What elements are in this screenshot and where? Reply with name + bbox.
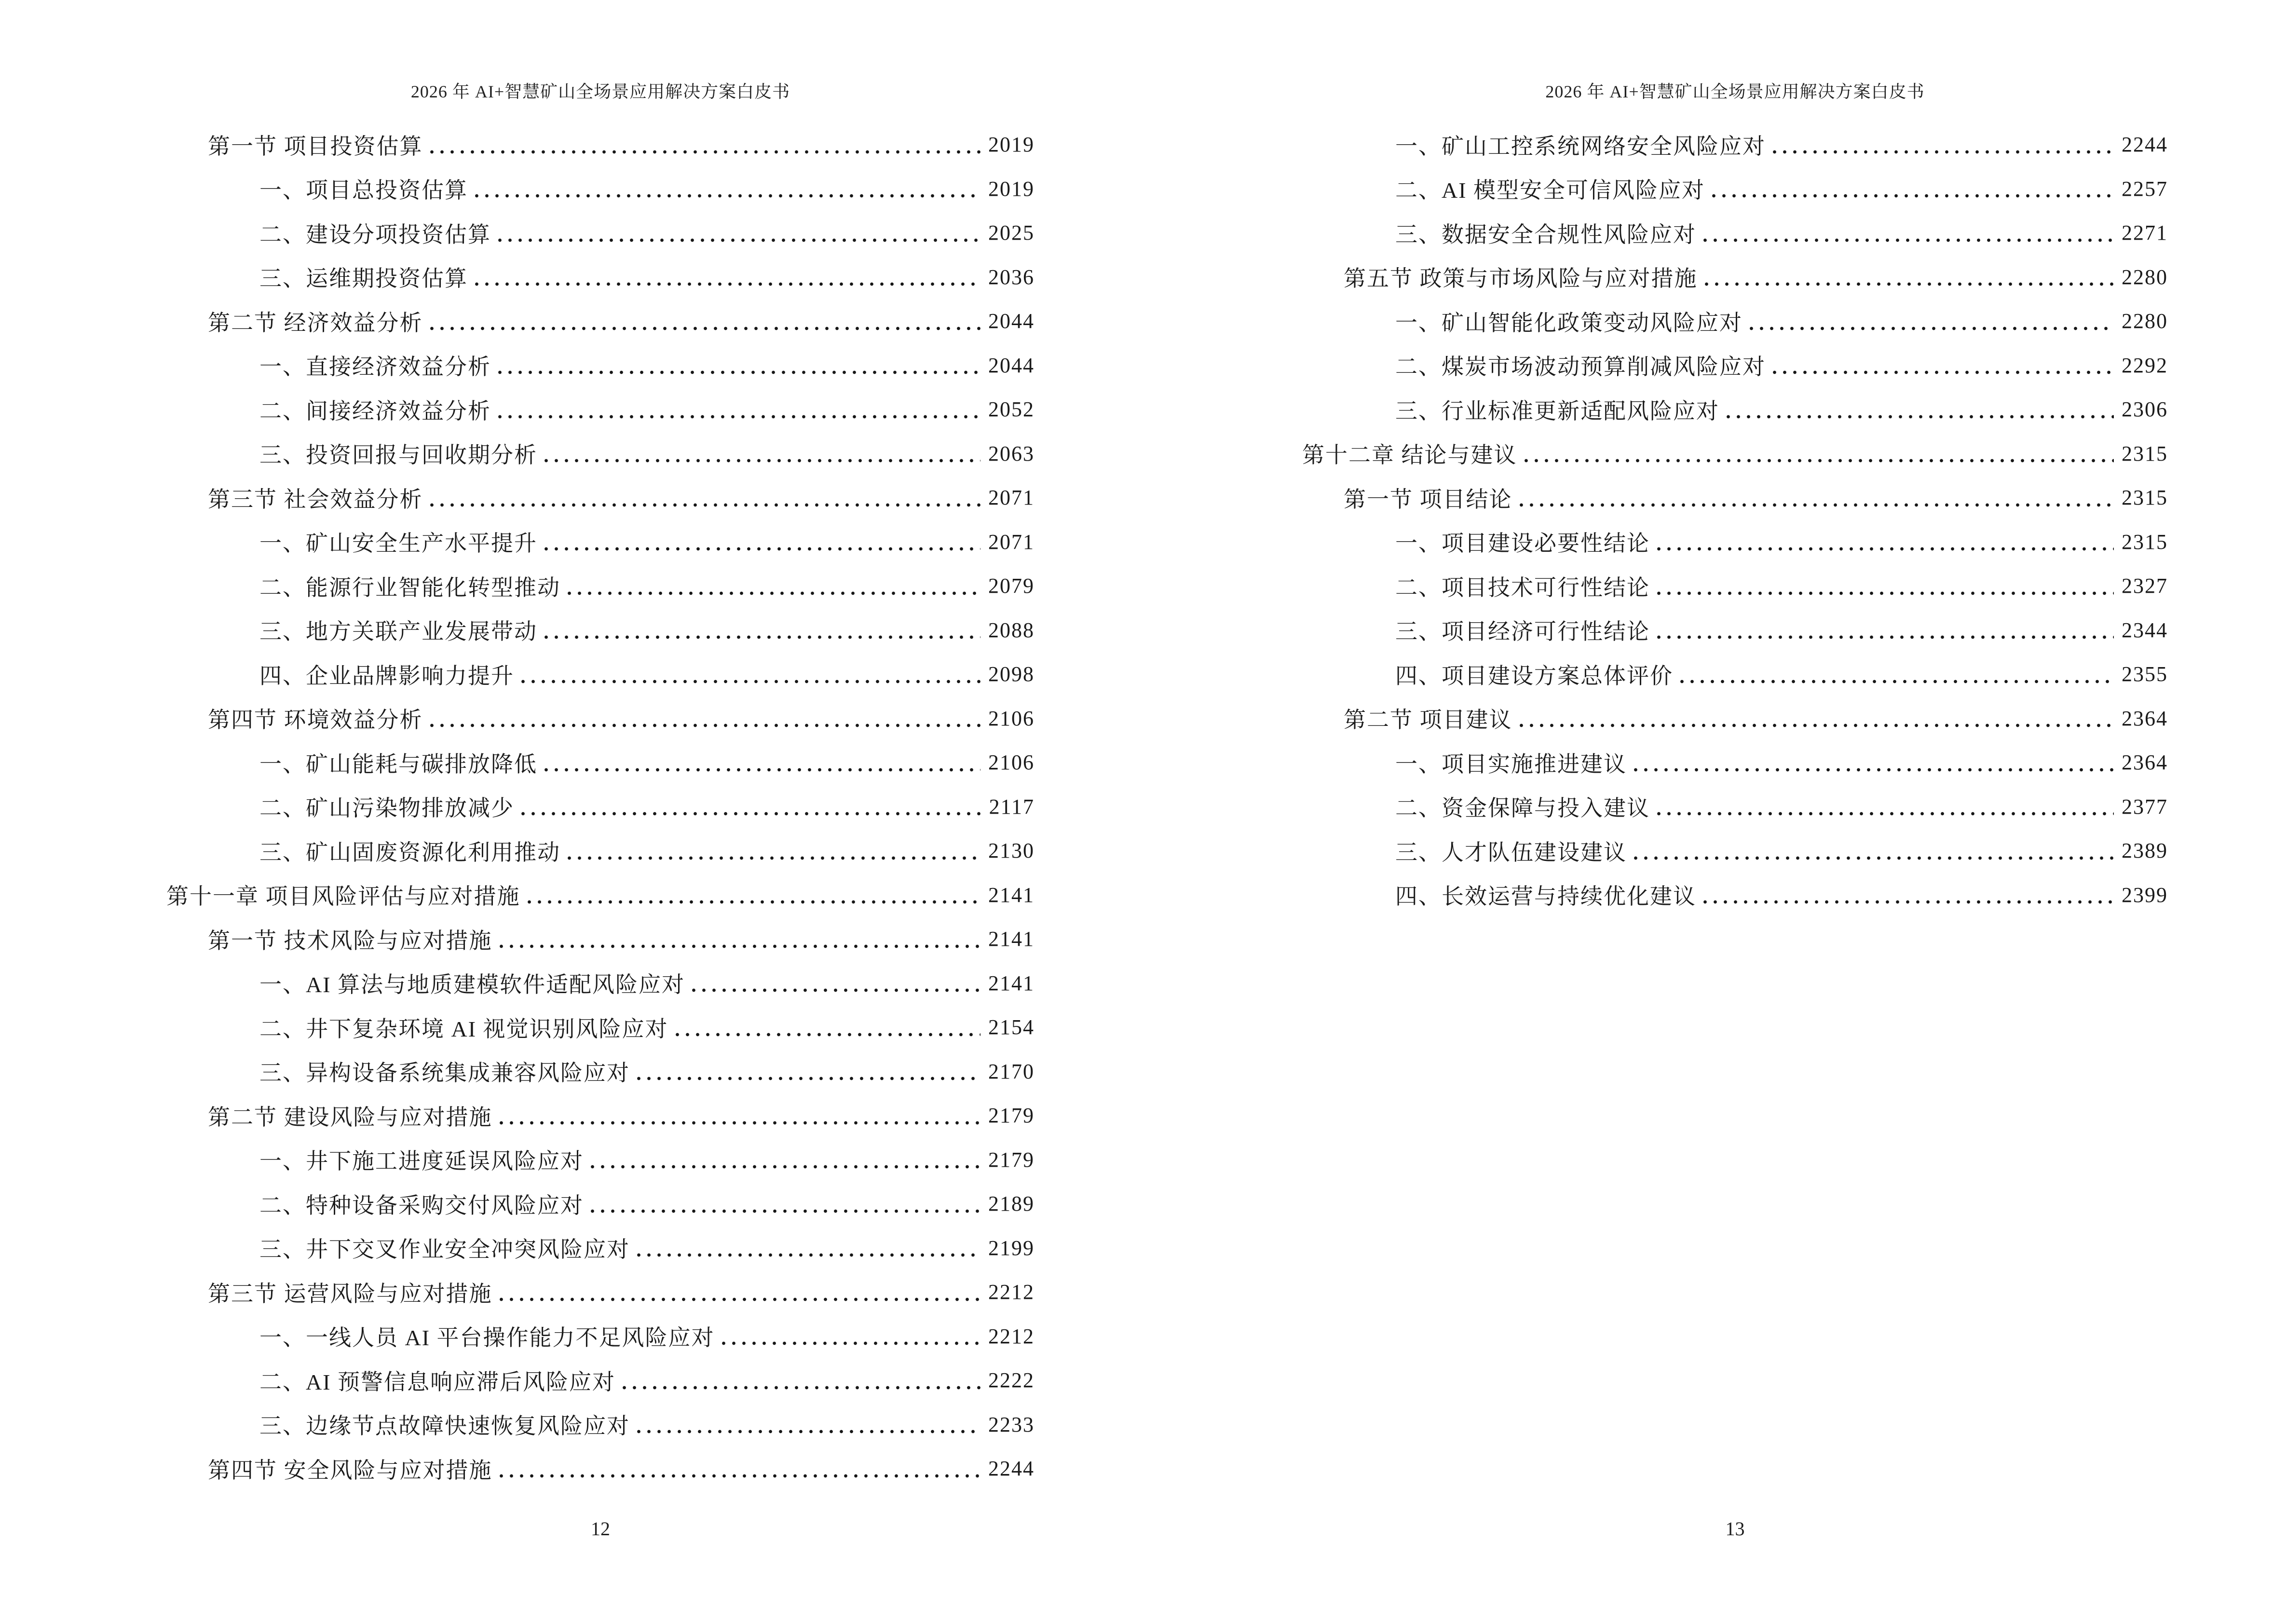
toc-dot-leader	[634, 1403, 980, 1447]
toc-dot-leader	[719, 1314, 980, 1359]
toc-entry[interactable]	[166, 1270, 1035, 1314]
toc-entry-title: 三、运维期投资估算	[259, 266, 468, 291]
toc-entry-page-number: 2280	[2122, 265, 2168, 289]
toc-entry[interactable]	[166, 873, 1035, 917]
toc-entry[interactable]	[166, 520, 1035, 564]
toc-dot-leader	[1521, 432, 2114, 476]
toc-entry-page-number: 2106	[988, 751, 1035, 775]
toc-entry-title: 一、项目实施推进建议	[1395, 751, 1627, 777]
toc-entry-page-number: 2199	[988, 1236, 1035, 1260]
toc-entry-page-number: 2212	[988, 1324, 1035, 1348]
toc-entry[interactable]	[1302, 476, 2168, 520]
toc-entry[interactable]	[166, 1447, 1035, 1491]
toc-entry-page-number: 2364	[2122, 751, 2168, 775]
toc-entry-page-number: 2088	[988, 618, 1035, 642]
toc-entry-page-number: 2399	[2122, 883, 2168, 907]
toc-entry[interactable]	[166, 1314, 1035, 1359]
toc-entry[interactable]	[166, 696, 1035, 741]
document-header: 2026 年 AI+智慧矿山全场景应用解决方案白皮书	[1545, 82, 1925, 101]
toc-entry-title: 三、边缘节点故障快速恢复风险应对	[259, 1414, 630, 1439]
toc-dot-leader	[1709, 167, 2114, 211]
toc-page-left	[166, 0, 1035, 1624]
toc-entry-page-number: 2141	[988, 971, 1035, 995]
toc-dot-leader	[1723, 387, 2114, 432]
toc-entry-title: 一、一线人员 AI 平台操作能力不足风险应对	[259, 1325, 715, 1351]
toc-entry[interactable]	[166, 1358, 1035, 1403]
toc-entry-title: 第四节 安全风险与应对措施	[208, 1458, 492, 1483]
toc-entry[interactable]	[166, 255, 1035, 300]
toc-entry-title: 第一节 技术风险与应对措施	[208, 928, 492, 953]
toc-dot-leader	[1631, 740, 2114, 785]
toc-dot-leader	[634, 1050, 980, 1094]
toc-dot-leader	[634, 1226, 980, 1270]
toc-entry-page-number: 2179	[988, 1104, 1035, 1128]
toc-entry[interactable]	[166, 961, 1035, 1006]
toc-entry[interactable]	[166, 211, 1035, 255]
toc-entry-page-number: 2019	[988, 177, 1035, 201]
toc-entry[interactable]	[1302, 167, 2168, 211]
toc-entry[interactable]	[166, 167, 1035, 211]
toc-dot-leader	[1516, 696, 2114, 741]
toc-entry[interactable]	[166, 343, 1035, 388]
toc-entry-page-number: 2044	[988, 309, 1035, 333]
toc-entry[interactable]	[166, 564, 1035, 608]
toc-dot-leader	[1654, 608, 2114, 653]
toc-entry-page-number: 2280	[2122, 309, 2168, 333]
toc-entry-title: 三、行业标准更新适配风险应对	[1395, 398, 1719, 423]
page-number-footer: 12	[591, 1518, 610, 1540]
toc-entry-title: 三、投资回报与回收期分析	[259, 443, 537, 468]
toc-dot-leader	[1770, 123, 2114, 167]
toc-entry-title: 一、项目总投资估算	[259, 178, 468, 203]
toc-dot-leader	[1702, 255, 2114, 300]
toc-entry-page-number: 2036	[988, 265, 1035, 289]
toc-entry-title: 第二节 项目建议	[1344, 708, 1512, 733]
toc-entry-page-number: 2117	[989, 794, 1035, 819]
toc-dot-leader	[564, 564, 980, 608]
toc-entry-page-number: 2025	[988, 221, 1035, 245]
toc-entry-page-number: 2071	[988, 486, 1035, 510]
toc-entry[interactable]	[1302, 608, 2168, 653]
toc-entry-page-number: 2019	[988, 133, 1035, 157]
toc-entry-title: 四、长效运营与持续优化建议	[1395, 884, 1696, 909]
toc-entry-title: 第三节 社会效益分析	[208, 487, 423, 512]
toc-entry-title: 二、AI 模型安全可信风险应对	[1395, 178, 1705, 203]
toc-entry[interactable]	[166, 432, 1035, 476]
toc-entry-page-number: 2306	[2122, 397, 2168, 422]
toc-dot-leader	[1654, 564, 2114, 608]
toc-entry[interactable]	[1302, 255, 2168, 300]
toc-dot-leader	[472, 167, 980, 211]
toc-entry-title: 二、项目技术可行性结论	[1395, 575, 1650, 600]
toc-dot-leader	[496, 1270, 981, 1314]
toc-entry-title: 一、直接经济效益分析	[259, 355, 491, 380]
toc-dot-leader	[1770, 343, 2114, 388]
toc-page-right	[1302, 0, 2168, 1624]
toc-dot-leader	[496, 1447, 981, 1491]
toc-entry[interactable]	[166, 299, 1035, 343]
toc-entry[interactable]	[166, 476, 1035, 520]
toc-entry-title: 第一节 项目投资估算	[208, 134, 423, 159]
toc-entry[interactable]	[1302, 696, 2168, 741]
toc-entry-title: 第二节 建设风险与应对措施	[208, 1105, 492, 1130]
toc-entry[interactable]	[1302, 299, 2168, 343]
toc-entry-title: 一、矿山智能化政策变动风险应对	[1395, 310, 1742, 335]
toc-entry[interactable]	[166, 1050, 1035, 1094]
toc-entry-title: 二、资金保障与投入建议	[1395, 796, 1650, 821]
page-number-footer: 13	[1725, 1518, 1745, 1540]
toc-entry-page-number: 2292	[2122, 353, 2168, 377]
toc-entry-page-number: 2257	[2122, 177, 2168, 201]
toc-entry-page-number: 2106	[988, 706, 1035, 730]
toc-dot-leader	[689, 961, 980, 1006]
toc-entry[interactable]	[166, 608, 1035, 653]
toc-entry-title: 三、项目经济可行性结论	[1395, 619, 1650, 644]
toc-entry-page-number: 2141	[988, 883, 1035, 907]
toc-entry-page-number: 2244	[2122, 133, 2168, 157]
toc-entry[interactable]	[1302, 520, 2168, 564]
document-header: 2026 年 AI+智慧矿山全场景应用解决方案白皮书	[410, 82, 790, 101]
toc-entry-title: 一、AI 算法与地质建模软件适配风险应对	[259, 972, 685, 997]
toc-entry-page-number: 2052	[988, 397, 1035, 422]
toc-entry-page-number: 2355	[2122, 662, 2168, 686]
toc-dot-leader	[1654, 520, 2114, 564]
toc-entry[interactable]	[166, 1226, 1035, 1270]
toc-entry-title: 第一节 项目结论	[1344, 487, 1512, 512]
toc-entry-page-number: 2141	[988, 927, 1035, 951]
toc-entry[interactable]	[1302, 432, 2168, 476]
toc-dot-leader	[495, 211, 980, 255]
toc-entry[interactable]	[166, 740, 1035, 785]
toc-dot-leader	[564, 829, 980, 873]
toc-entry-title: 二、间接经济效益分析	[259, 398, 491, 423]
toc-entry-title: 第三节 运营风险与应对措施	[208, 1281, 492, 1306]
toc-entry[interactable]	[1302, 343, 2168, 388]
toc-dot-leader	[1654, 785, 2114, 829]
toc-dot-leader	[1631, 829, 2114, 873]
toc-entry-title: 二、AI 预警信息响应滞后风险应对	[259, 1369, 616, 1394]
toc-entry-page-number: 2377	[2122, 794, 2168, 819]
toc-dot-leader	[495, 343, 980, 388]
toc-entry[interactable]	[166, 829, 1035, 873]
toc-entry-title: 二、井下复杂环境 AI 视觉识别风险应对	[259, 1016, 668, 1041]
toc-entry-title: 三、矿山固废资源化利用推动	[259, 840, 560, 865]
toc-entry-page-number: 2130	[988, 839, 1035, 863]
toc-entry-title: 三、数据安全合规性风险应对	[1395, 222, 1696, 247]
toc-entry-page-number: 2179	[988, 1147, 1035, 1172]
toc-entry-title: 一、矿山工控系统网络安全风险应对	[1395, 134, 1766, 159]
toc-entry-title: 一、项目建设必要性结论	[1395, 531, 1650, 556]
toc-entry[interactable]	[1302, 740, 2168, 785]
toc-entry-title: 二、煤炭市场波动预算削减风险应对	[1395, 355, 1766, 380]
toc-dot-leader	[427, 696, 981, 741]
toc-entry-title: 三、地方关联产业发展带动	[259, 619, 537, 644]
toc-entry[interactable]	[166, 1138, 1035, 1182]
toc-entry-title: 一、矿山能耗与碳排放降低	[259, 751, 537, 777]
toc-entry-page-number: 2222	[988, 1368, 1035, 1392]
toc-entry-title: 一、井下施工进度延误风险应对	[259, 1149, 584, 1174]
toc-list-right	[1302, 123, 2168, 917]
toc-dot-leader	[1677, 652, 2114, 696]
toc-entry-page-number: 2212	[988, 1280, 1035, 1304]
toc-entry[interactable]	[1302, 785, 2168, 829]
toc-dot-leader	[541, 740, 980, 785]
toc-entry[interactable]	[1302, 387, 2168, 432]
toc-dot-leader	[518, 785, 981, 829]
toc-dot-leader	[1746, 299, 2114, 343]
toc-entry-page-number: 2315	[2122, 441, 2168, 465]
toc-entry[interactable]	[1302, 564, 2168, 608]
toc-entry-title: 三、井下交叉作业安全冲突风险应对	[259, 1237, 630, 1262]
toc-entry-page-number: 2327	[2122, 574, 2168, 598]
toc-entry-title: 二、建设分项投资估算	[259, 222, 491, 247]
toc-entry-title: 二、能源行业智能化转型推动	[259, 575, 560, 600]
toc-entry-page-number: 2271	[2122, 221, 2168, 245]
toc-dot-leader	[541, 520, 980, 564]
toc-entry-title: 第二节 经济效益分析	[208, 310, 423, 335]
toc-dot-leader	[587, 1182, 980, 1226]
toc-entry-page-number: 2044	[988, 353, 1035, 377]
toc-dot-leader	[541, 432, 980, 476]
toc-entry-title: 三、人才队伍建设建议	[1395, 840, 1627, 865]
toc-entry[interactable]	[166, 1403, 1035, 1447]
toc-list-left	[166, 123, 1035, 1491]
toc-entry-page-number: 2344	[2122, 618, 2168, 642]
toc-dot-leader	[427, 123, 981, 167]
toc-dot-leader	[427, 476, 981, 520]
toc-entry[interactable]	[166, 387, 1035, 432]
toc-dot-leader	[524, 873, 981, 917]
toc-entry[interactable]	[1302, 873, 2168, 917]
toc-entry-page-number: 2389	[2122, 839, 2168, 863]
toc-entry-page-number: 2071	[988, 530, 1035, 554]
toc-dot-leader	[672, 1005, 980, 1050]
toc-entry[interactable]	[166, 1182, 1035, 1226]
toc-entry-page-number: 2315	[2122, 486, 2168, 510]
toc-dot-leader	[541, 608, 980, 653]
toc-entry-title: 第十二章 结论与建议	[1302, 443, 1517, 468]
toc-entry-page-number: 2098	[988, 662, 1035, 686]
toc-entry-title: 四、项目建设方案总体评价	[1395, 663, 1673, 688]
toc-entry-page-number: 2233	[988, 1412, 1035, 1436]
toc-entry[interactable]	[1302, 829, 2168, 873]
toc-dot-leader	[587, 1138, 980, 1182]
toc-dot-leader	[472, 255, 980, 300]
toc-entry-title: 二、矿山污染物排放减少	[259, 796, 514, 821]
toc-entry[interactable]	[166, 917, 1035, 961]
toc-entry[interactable]	[166, 1093, 1035, 1138]
toc-dot-leader	[619, 1358, 980, 1403]
toc-entry-page-number: 2079	[988, 574, 1035, 598]
toc-entry[interactable]	[166, 1005, 1035, 1050]
toc-entry-title: 第十一章 项目风险评估与应对措施	[166, 884, 520, 909]
toc-dot-leader	[496, 917, 981, 961]
toc-entry[interactable]	[1302, 652, 2168, 696]
toc-entry-title: 二、特种设备采购交付风险应对	[259, 1193, 584, 1218]
toc-entry-title: 第四节 环境效益分析	[208, 708, 423, 733]
toc-dot-leader	[1700, 211, 2114, 255]
toc-dot-leader	[518, 652, 980, 696]
toc-entry-page-number: 2244	[988, 1457, 1035, 1481]
toc-entry-page-number: 2154	[988, 1015, 1035, 1039]
toc-entry-title: 一、矿山安全生产水平提升	[259, 531, 537, 556]
toc-dot-leader	[427, 299, 981, 343]
toc-dot-leader	[495, 387, 980, 432]
toc-entry[interactable]	[166, 785, 1035, 829]
toc-entry-title: 四、企业品牌影响力提升	[259, 663, 514, 688]
toc-entry-page-number: 2170	[988, 1059, 1035, 1083]
toc-entry-title: 三、异构设备系统集成兼容风险应对	[259, 1061, 630, 1086]
toc-entry-page-number: 2315	[2122, 530, 2168, 554]
toc-entry-page-number: 2189	[988, 1192, 1035, 1216]
toc-entry-page-number: 2364	[2122, 706, 2168, 730]
toc-entry[interactable]	[1302, 211, 2168, 255]
toc-entry[interactable]	[1302, 123, 2168, 167]
toc-entry[interactable]	[166, 123, 1035, 167]
toc-dot-leader	[1700, 873, 2114, 917]
toc-entry-title: 第五节 政策与市场风险与应对措施	[1344, 266, 1698, 291]
toc-dot-leader	[496, 1093, 981, 1138]
toc-entry-page-number: 2063	[988, 441, 1035, 465]
toc-entry[interactable]	[166, 652, 1035, 696]
toc-dot-leader	[1516, 476, 2114, 520]
